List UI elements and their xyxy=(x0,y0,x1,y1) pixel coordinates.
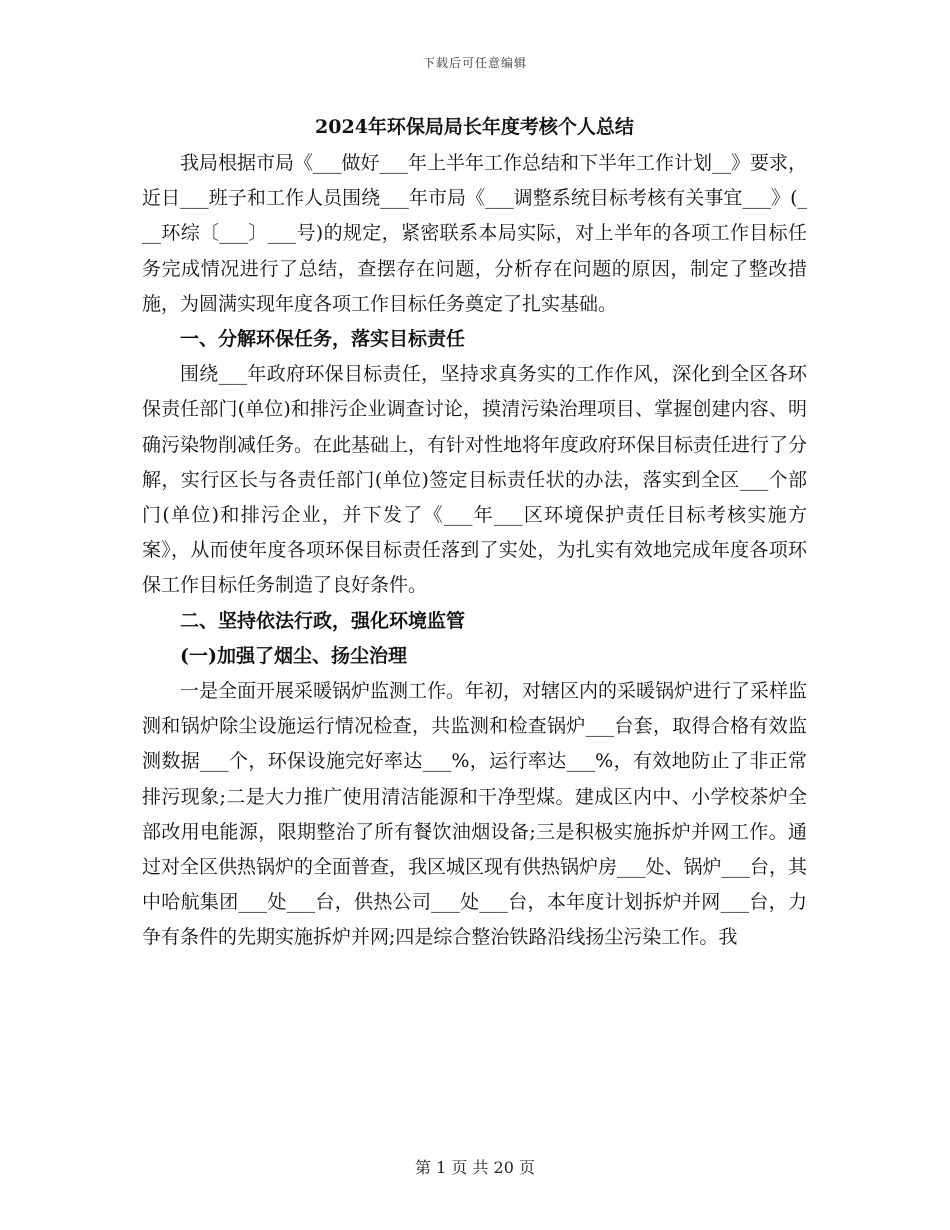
document-title: 2024年环保局局长年度考核个人总结 xyxy=(315,116,634,138)
download-note: 下载后可任意编辑 xyxy=(422,56,527,70)
section-1-paragraph: 围绕___年政府环保目标责任，坚持求真务实的工作作风，深化到全区各环保责任部门(单位)和排污企业调查讨论，摸清污染治理项目、掌握创建内容、明确污染物削减任务。在此基础上，有针对性地将年度政府环保目标责任进行了分解，实行区长与各责任部门(单位)签定目标责任状的办法，落实到全区___个部门(单位)和排污企业，并下发了《___年___区环境保护责任目标考核实施方案》，从而使年度各项环保目标责任落到了实处，为扎实有效地完成年度各项环保工作目标任务制造了良好条件。 xyxy=(142,363,808,597)
section-2-paragraph: 一是全面开展采暖锅炉监测工作。年初，对辖区内的采暖锅炉进行了采样监测和锅炉除尘设施运行情况检查，共监测和检查锅炉___台套，取得合格有效监测数据___个，环保设施完好率达___%，运行率达___%，有效地防止了非正常排污现象;二是大力推广使用清洁能源和干净型煤。建成区内中、小学校茶炉全部改用电能源，限期整治了所有餐饮油烟设备;三是积极实施拆炉并网工作。通过对全区供热锅炉的全面普查，我区城区现有供热锅炉房___处、锅炉___台，其中哈航集团___处___台，供热公司___处___台，本年度计划拆炉并网___台，力争有条件的先期实施拆炉并网;四是综合整治铁路沿线扬尘污染工作。我 xyxy=(142,680,808,949)
intro-paragraph: 我局根据市局《___做好___年上半年工作总结和下半年工作计划__》要求，近日___班子和工作人员围绕___年市局《___调整系统目标考核有关事宜___》(___环综〔___〕___号)的规定，紧密联系本局实际，对上半年的各项工作目标任务完成情况进行了总结，查摆存在问题，分析存在问题的原因，制定了整改措施，为圆满实现年度各项工作目标任务奠定了扎实基础。 xyxy=(142,152,808,315)
section-1-heading: 一、分解环保任务，落实目标责任 xyxy=(180,328,466,351)
section-2-heading: 二、坚持依法行政，强化环境监管 xyxy=(180,609,466,632)
document-body xyxy=(142,110,807,956)
section-2-subheading: (一)加强了烟尘、扬尘治理 xyxy=(180,644,407,667)
page-footer: 第 1 页 共 20 页 xyxy=(415,1158,535,1177)
